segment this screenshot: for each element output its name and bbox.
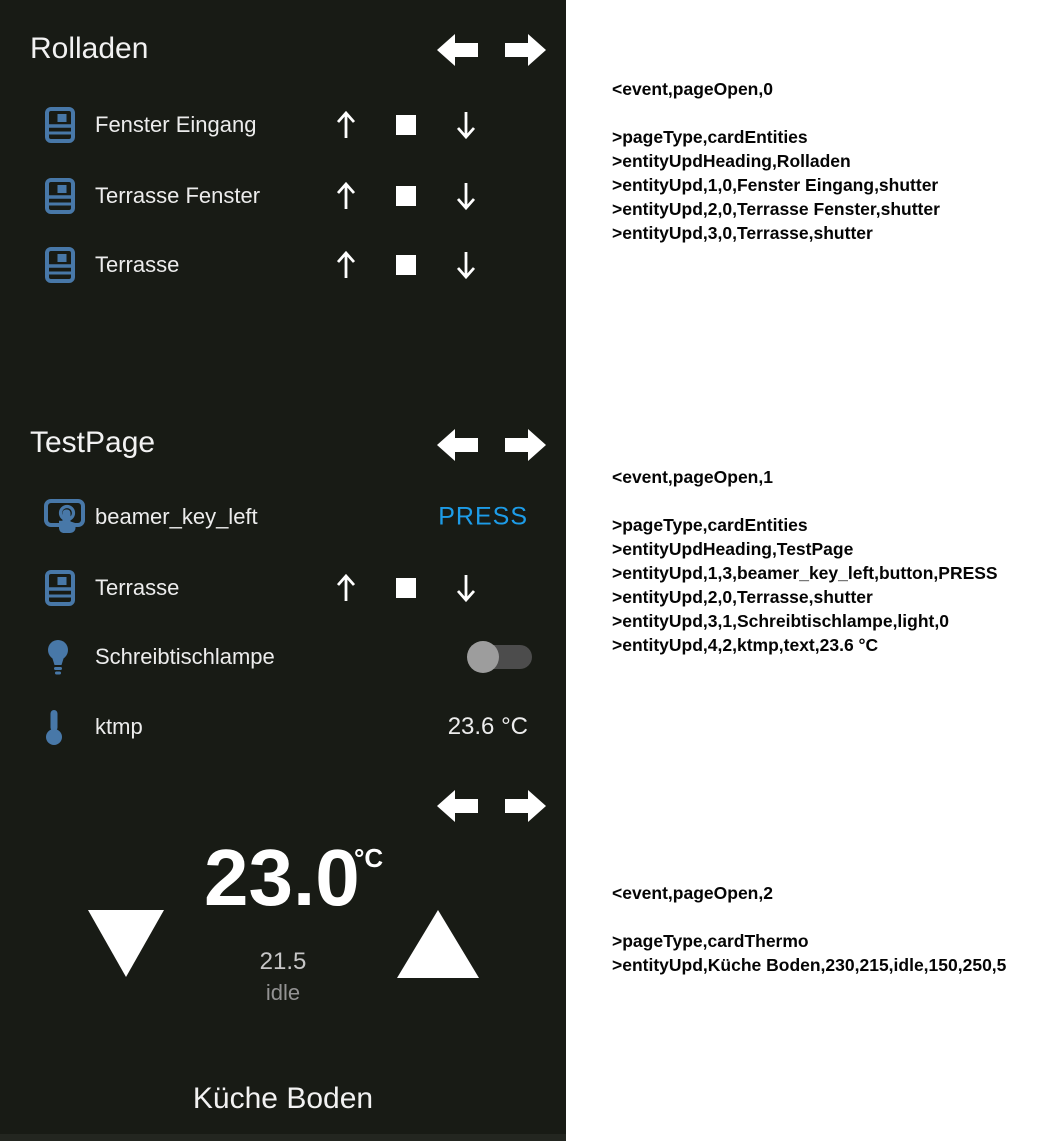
log-line: >entityUpd,3,0,Terrasse,shutter bbox=[612, 223, 873, 243]
log-line: >entityUpdHeading,Rolladen bbox=[612, 151, 851, 171]
lightbulb-icon bbox=[44, 639, 72, 675]
window-shutter-icon bbox=[44, 569, 76, 607]
window-shutter-icon bbox=[44, 246, 76, 284]
log-line: <event,pageOpen,1 bbox=[612, 467, 773, 487]
entity-label: Terrasse bbox=[95, 252, 180, 277]
log-line: >entityUpd,4,2,ktmp,text,23.6 °C bbox=[612, 635, 879, 655]
shutter-down-icon[interactable] bbox=[455, 181, 477, 211]
log-line: >entityUpd,2,0,Terrasse,shutter bbox=[612, 587, 873, 607]
entity-label: ktmp bbox=[95, 714, 143, 739]
shutter-down-icon[interactable] bbox=[455, 250, 477, 280]
shutter-up-icon[interactable] bbox=[335, 573, 357, 603]
nav-next-icon[interactable] bbox=[505, 789, 546, 823]
thermo-current-temperature: 23.0 bbox=[204, 833, 360, 922]
log-line: >entityUpdHeading,TestPage bbox=[612, 539, 854, 559]
shutter-up-icon[interactable] bbox=[335, 110, 357, 140]
log-line: >pageType,cardEntities bbox=[612, 127, 808, 147]
nav-prev-icon[interactable] bbox=[437, 33, 478, 67]
shutter-up-icon[interactable] bbox=[335, 250, 357, 280]
log-line: >entityUpd,1,0,Fenster Eingang,shutter bbox=[612, 175, 939, 195]
shutter-stop-icon[interactable] bbox=[396, 255, 416, 275]
log-line bbox=[612, 905, 1006, 929]
log-line: >entityUpd,2,0,Terrasse Fenster,shutter bbox=[612, 199, 940, 219]
shutter-up-icon[interactable] bbox=[335, 181, 357, 211]
shutter-down-icon[interactable] bbox=[455, 110, 477, 140]
log-line: >entityUpd,3,1,Schreibtischlampe,light,0 bbox=[612, 611, 949, 631]
entity-row bbox=[0, 161, 566, 231]
light-toggle[interactable] bbox=[470, 645, 532, 669]
log-line: >entityUpd,Küche Boden,230,215,idle,150,250,5 bbox=[612, 955, 1007, 975]
protocol-log-block-3 bbox=[612, 881, 1006, 977]
window-shutter-icon bbox=[44, 177, 76, 215]
nav-next-icon[interactable] bbox=[505, 428, 546, 462]
protocol-log-block-1 bbox=[612, 77, 940, 245]
nav-next-icon[interactable] bbox=[505, 33, 546, 67]
entity-label: Schreibtischlampe bbox=[95, 644, 275, 669]
thermometer-icon bbox=[44, 709, 64, 746]
shutter-stop-icon[interactable] bbox=[396, 115, 416, 135]
sensor-value: 23.6 °C bbox=[447, 713, 528, 740]
log-line: >pageType,cardEntities bbox=[612, 515, 808, 535]
entity-label: Terrasse Fenster bbox=[95, 183, 261, 208]
light-toggle-knob[interactable] bbox=[467, 641, 499, 673]
panel-bottom-strip bbox=[0, 1134, 566, 1141]
entity-row bbox=[0, 692, 566, 762]
window-shutter-icon bbox=[44, 106, 76, 144]
log-line: <event,pageOpen,2 bbox=[612, 883, 773, 903]
log-line: >entityUpd,1,3,beamer_key_left,button,PRESS bbox=[612, 563, 998, 583]
card-heading-rolladen: Rolladen bbox=[30, 32, 149, 65]
nav-prev-icon[interactable] bbox=[437, 428, 478, 462]
shutter-down-icon[interactable] bbox=[455, 573, 477, 603]
shutter-stop-icon[interactable] bbox=[396, 186, 416, 206]
thermo-target-temperature: 21.5 bbox=[259, 948, 307, 975]
gesture-tap-button-icon bbox=[44, 498, 86, 536]
log-line: <event,pageOpen,0 bbox=[612, 79, 773, 99]
card-heading-testpage: TestPage bbox=[30, 426, 156, 459]
protocol-log-block-2 bbox=[612, 465, 998, 657]
log-line bbox=[612, 101, 940, 125]
press-button[interactable]: PRESS bbox=[438, 502, 528, 531]
shutter-stop-icon[interactable] bbox=[396, 578, 416, 598]
thermo-state: idle bbox=[265, 980, 301, 1005]
thermo-entity-label: Küche Boden bbox=[192, 1082, 374, 1115]
entity-label: Fenster Eingang bbox=[95, 112, 257, 137]
entity-row bbox=[0, 90, 566, 160]
entity-row bbox=[0, 553, 566, 623]
thermo-unit: °C bbox=[354, 843, 384, 873]
log-line: >pageType,cardThermo bbox=[612, 931, 809, 951]
entity-label: Terrasse bbox=[95, 575, 180, 600]
entity-label: beamer_key_left bbox=[95, 504, 258, 529]
entity-row bbox=[0, 230, 566, 300]
entity-row bbox=[0, 482, 566, 552]
nav-prev-icon[interactable] bbox=[437, 789, 478, 823]
log-line bbox=[612, 489, 998, 513]
